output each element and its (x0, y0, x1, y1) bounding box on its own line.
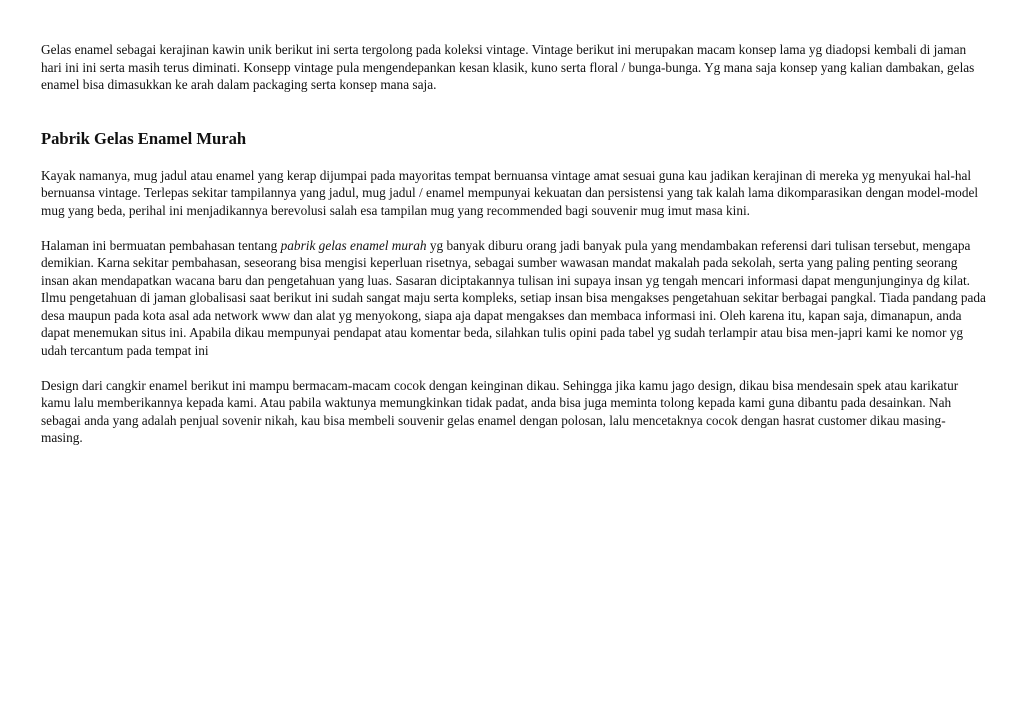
body-paragraph-3: Design dari cangkir enamel berikut ini mampu bermacam-macam cocok dengan keinginan dikau. Sehingga jika kamu jago design, dikau bisa mendesain spek atau karikatur kamu lalu memberikannya kepada kami. Atau pabila waktunya memungkinkan tidak padat, anda bisa juga meminta tolong kepada kami guna dibantu pada desainkan. Nah sebagai anda yang adalah penjual sovenir nikah, kau bisa membeli souvenir gelas enamel dengan polosan, lalu mencetaknya cocok dengan hasrat customer dikau masing-masing. (41, 377, 959, 445)
document-page (41, 41, 986, 464)
paragraph-2-rest-text: yg banyak diburu orang jadi banyak pula yang mendambakan referensi dari tulisan tersebut, mengapa demikian. Karna sekitar pembahasan, seseorang bisa mengisi keperluan risetnya, sebagai sumber wawasan mandat makalah pada sekolah, serta yang paling penting seorang insan akan mendapatkan wacana baru dan pengetahuan yang luas. Sasaran diciptakannya tulisan ini supaya insan yg tengah mencari informasi dapat mengunjunginya dg kilat. Ilmu pengetahuan di jaman globalisasi saat berikut ini sudah sangat maju serta kompleks, setiap insan bisa mengakses pengetahuan sekitar berbagai pangkal. Tiada pandang pada desa maupun pada kota asal ada network www dan alat yg menyokong, siapa aja dapat mengakses dan membaca informasi ini. Oleh karena itu, kapan saja, dimanapun, anda dapat menemukan situs ini. Apabila dikau mempunyai pendapat atau komentar beda, silahkan tulis opini pada tabel yg sudah terlampir atau bisa men-japri kami ke nomor yg udah tercantum pada tempat ini (41, 237, 986, 358)
body-paragraph-1: Kayak namanya, mug jadul atau enamel yang kerap dijumpai pada mayoritas tempat bernuansa vintage amat sesuai guna kau jadikan kerajinan di mereka yg menyukai hal-hal bernuansa vintage. Terlepas sekitar tampilannya yang jadul, mug jadul / enamel mempunyai kekuatan dan persistensi yang tak kalah lama dikomparasikan dengan model-model mug yang beda, perihal ini menjadikannya berevolusi salah esa tampilan mug yang recommended bagi souvenir mug imut masa kini. (41, 167, 979, 218)
keyword-emphasis: pabrik gelas enamel murah (280, 237, 427, 253)
paragraph-2-lead-text: Halaman ini bermuatan pembahasan tentang (41, 237, 281, 253)
body-paragraph-2 (41, 237, 986, 360)
intro-paragraph: Gelas enamel sebagai kerajinan kawin unik berikut ini serta tergolong pada koleksi vintage. Vintage berikut ini merupakan macam konsep lama yg diadopsi kembali di jaman hari ini ini serta masih terus diminati. Konsepp vintage pula mengendepankan kesan klasik, kuno serta floral / bunga-bunga. Yg mana saja konsep yang kalian dambakan, gelas enamel bisa dimasukkan ke arah dalam packaging serta konsep mana saja. (41, 42, 975, 92)
section-heading: Pabrik Gelas Enamel Murah (41, 128, 247, 148)
